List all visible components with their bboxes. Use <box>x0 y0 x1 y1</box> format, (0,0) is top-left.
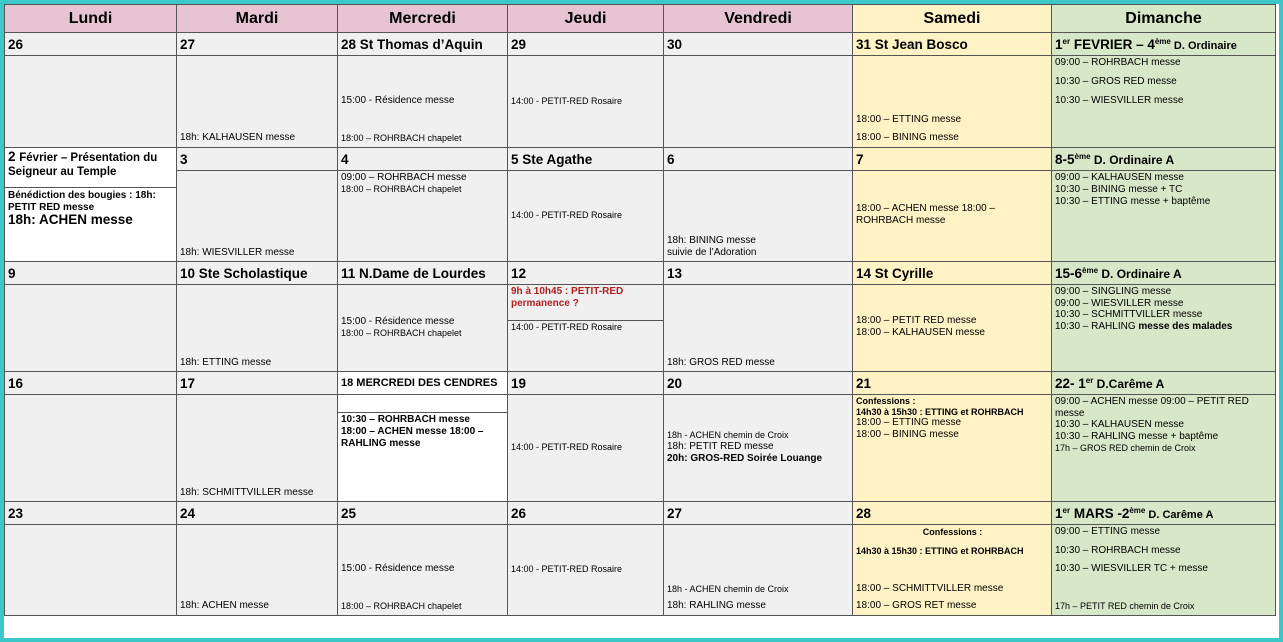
day-cell <box>5 285 177 372</box>
day-cell <box>177 525 338 616</box>
event: 17h – GROS RED chemin de Croix <box>1055 443 1196 453</box>
date-cell: 13 <box>664 262 853 285</box>
day-cell <box>177 171 338 262</box>
date-cell: 7 <box>853 148 1052 171</box>
event: 18:00 – ACHEN messe 18:00 – RAHLING messe <box>341 426 484 449</box>
event: 18:00 – ROHRBACH chapelet <box>341 133 462 143</box>
week1-content-row <box>5 56 1276 148</box>
alert-event: 9h à 10h45 : PETIT-RED permanence ? <box>511 286 624 309</box>
event: 14:00 - PETIT-RED Rosaire <box>511 96 623 106</box>
event: 18h: GROS RED messe <box>667 357 775 368</box>
day-cell <box>1052 171 1276 262</box>
event: 18:00 – BINING messe <box>856 429 959 440</box>
day-cell <box>177 56 338 148</box>
date-cell: 27 <box>177 33 338 56</box>
day-cell <box>508 395 664 502</box>
event: 18:00 – KALHAUSEN messe <box>856 327 985 338</box>
feast-title: 2 Février – Présentation du Seigneur au Temple <box>8 149 158 178</box>
date-cell: 31 St Jean Bosco <box>853 33 1052 56</box>
day-cell <box>853 171 1052 262</box>
day-cell <box>853 525 1052 616</box>
date-cell: 12 <box>508 262 664 285</box>
event: 10:30 – RAHLING messe des malades <box>1055 321 1233 332</box>
day-cell <box>5 56 177 148</box>
calendar-frame <box>4 4 1279 638</box>
date-cell: 25 <box>338 502 508 525</box>
day-cell <box>853 285 1052 372</box>
event: 09:00 – SINGLING messe <box>1055 286 1172 297</box>
header-jeudi: Jeudi <box>508 5 664 33</box>
date-cell: 6 <box>664 148 853 171</box>
header-dimanche: Dimanche <box>1052 5 1276 33</box>
day-cell <box>508 56 664 148</box>
week3-date-row <box>5 262 1276 285</box>
divider <box>5 187 176 188</box>
date-cell: 28 <box>853 502 1052 525</box>
date-cell: 4 <box>338 148 508 171</box>
event: 09:00 – ACHEN messe 09:00 – PETIT RED messe <box>1055 396 1249 419</box>
date-cell: 14 St Cyrille <box>853 262 1052 285</box>
week5-content-row <box>5 525 1276 616</box>
event: 10:30 – KALHAUSEN messe <box>1055 419 1184 430</box>
week4-content-row <box>5 395 1276 502</box>
event: 18h: KALHAUSEN messe <box>180 132 296 143</box>
event: Confessions : <box>856 396 916 406</box>
date-cell: 24 <box>177 502 338 525</box>
event: 10:30 – WIESVILLER TC + messe <box>1055 563 1208 574</box>
event: 18h: SCHMITTVILLER messe <box>180 487 314 498</box>
day-cell <box>508 525 664 616</box>
event: 18:00 – ROHRBACH chapelet <box>341 184 462 194</box>
event: 10:30 – ROHRBACH messe <box>341 414 470 425</box>
day-cell <box>1052 285 1276 372</box>
event: 09:00 – ROHRBACH messe <box>1055 57 1181 68</box>
event: 18:00 – SCHMITTVILLER messe <box>856 583 1004 594</box>
event: Confessions : <box>922 527 983 537</box>
day-cell <box>338 171 508 262</box>
day-cell <box>5 395 177 502</box>
header-lundi: Lundi <box>5 5 177 33</box>
date-cell: 27 <box>664 502 853 525</box>
event: 18:00 – ACHEN messe 18:00 – ROHRBACH messe <box>856 203 995 226</box>
week4-date-row <box>5 372 1276 395</box>
event: 20h: GROS-RED Soirée Louange <box>667 453 823 464</box>
week2-content-row <box>5 171 1276 262</box>
event: 18h - ACHEN chemin de Croix <box>667 430 789 440</box>
event: 10:30 – RAHLING messe + baptême <box>1055 431 1219 442</box>
event: 14h30 à 15h30 : ETTING et ROHRBACH <box>856 407 1024 417</box>
divider <box>338 412 507 413</box>
event: 18:00 – ETTING messe <box>856 417 962 428</box>
event: 18h: WIESVILLER messe <box>180 247 295 258</box>
event: 18:00 – GROS RET messe <box>856 600 977 611</box>
event: 18h: ETTING messe <box>180 357 272 368</box>
event: 18:00 – ROHRBACH chapelet <box>341 328 462 338</box>
date-cell: 20 <box>664 372 853 395</box>
sunday-title: 1er FEVRIER – 4ème D. Ordinaire <box>1052 33 1276 56</box>
event: 09:00 – WIESVILLER messe <box>1055 298 1184 309</box>
day-cell <box>338 56 508 148</box>
header-mardi: Mardi <box>177 5 338 33</box>
event: 14h30 à 15h30 : ETTING et ROHRBACH <box>856 546 1024 556</box>
event: 15:00 - Résidence messe <box>341 95 455 106</box>
event: 18:00 – ETTING messe <box>856 114 962 125</box>
week1-date-row <box>5 33 1276 56</box>
day-cell <box>5 525 177 616</box>
date-cell-cendres: 18 MERCREDI DES CENDRES <box>338 372 508 395</box>
day-cell <box>1052 395 1276 502</box>
event: 18h - ACHEN chemin de Croix <box>667 584 789 594</box>
event: 10:30 – BINING messe + TC <box>1055 184 1183 195</box>
day-cell <box>853 395 1052 502</box>
header-samedi: Samedi <box>853 5 1052 33</box>
event: 14:00 - PETIT-RED Rosaire <box>511 322 623 332</box>
event: 15:00 - Résidence messe <box>341 316 455 327</box>
day-cell <box>664 56 853 148</box>
event: 10:30 – GROS RED messe <box>1055 76 1177 87</box>
event: 18h: ACHEN messe <box>180 600 269 611</box>
event: 10:30 – ETTING messe + baptême <box>1055 196 1211 207</box>
event: 14:00 - PETIT-RED Rosaire <box>511 564 623 574</box>
sunday-title: 1er MARS -2ème D. Carême A <box>1052 502 1276 525</box>
event: 18h: RAHLING messe <box>667 600 766 611</box>
week3-content-row <box>5 285 1276 372</box>
event: 18:00 – PETIT RED messe <box>856 315 977 326</box>
day-cell-presentation <box>5 148 177 262</box>
day-cell <box>508 171 664 262</box>
event: 18:00 – BINING messe <box>856 132 959 143</box>
day-cell <box>664 285 853 372</box>
day-cell <box>338 285 508 372</box>
week2-date-row <box>5 148 1276 171</box>
date-cell: 17 <box>177 372 338 395</box>
date-cell: 5 Ste Agathe <box>508 148 664 171</box>
event: 09:00 – ETTING messe <box>1055 526 1161 537</box>
event: 10:30 – ROHRBACH messe <box>1055 545 1181 556</box>
date-cell: 10 Ste Scholastique <box>177 262 338 285</box>
event: Bénédiction des bougies : 18h: PETIT RED messe <box>8 190 156 213</box>
date-cell: 23 <box>5 502 177 525</box>
day-cell <box>338 525 508 616</box>
date-cell: 19 <box>508 372 664 395</box>
sunday-title: 22- 1er D.Carême A <box>1052 372 1276 395</box>
date-cell: 16 <box>5 372 177 395</box>
day-cell <box>664 171 853 262</box>
event: 14:00 - PETIT-RED Rosaire <box>511 210 623 220</box>
event: 18h: ACHEN messe <box>8 212 133 227</box>
date-cell: 3 <box>177 148 338 171</box>
day-cell <box>853 56 1052 148</box>
day-cell <box>1052 525 1276 616</box>
day-cell <box>177 285 338 372</box>
calendar-table <box>4 4 1276 616</box>
event: 18h: BINING messe <box>667 235 756 246</box>
day-cell <box>338 395 508 502</box>
event: 09:00 – KALHAUSEN messe <box>1055 172 1184 183</box>
weekday-header-row <box>5 5 1276 33</box>
date-cell: 28 St Thomas d’Aquin <box>338 33 508 56</box>
date-cell: 21 <box>853 372 1052 395</box>
header-mercredi: Mercredi <box>338 5 508 33</box>
sunday-title: 15-6ème D. Ordinaire A <box>1052 262 1276 285</box>
day-cell <box>1052 56 1276 148</box>
day-cell <box>664 395 853 502</box>
event: 10:30 – SCHMITTVILLER messe <box>1055 309 1203 320</box>
date-cell: 11 N.Dame de Lourdes <box>338 262 508 285</box>
date-cell: 26 <box>5 33 177 56</box>
header-vendredi: Vendredi <box>664 5 853 33</box>
event: 10:30 – WIESVILLER messe <box>1055 95 1184 106</box>
day-cell <box>664 525 853 616</box>
event: 18:00 – ROHRBACH chapelet <box>341 601 462 611</box>
event: suivie de l’Adoration <box>667 247 757 258</box>
date-cell: 29 <box>508 33 664 56</box>
event: 14:00 - PETIT-RED Rosaire <box>511 442 623 452</box>
week5-date-row <box>5 502 1276 525</box>
sunday-title: 8-5ème D. Ordinaire A <box>1052 148 1276 171</box>
day-cell <box>177 395 338 502</box>
event: 09:00 – ROHRBACH messe <box>341 172 467 183</box>
event: 17h – PETIT RED chemin de Croix <box>1055 601 1195 611</box>
day-cell <box>508 285 664 372</box>
event: 15:00 - Résidence messe <box>341 563 455 574</box>
date-cell: 30 <box>664 33 853 56</box>
event: 18h: PETIT RED messe <box>667 441 774 452</box>
date-cell: 26 <box>508 502 664 525</box>
date-cell: 9 <box>5 262 177 285</box>
